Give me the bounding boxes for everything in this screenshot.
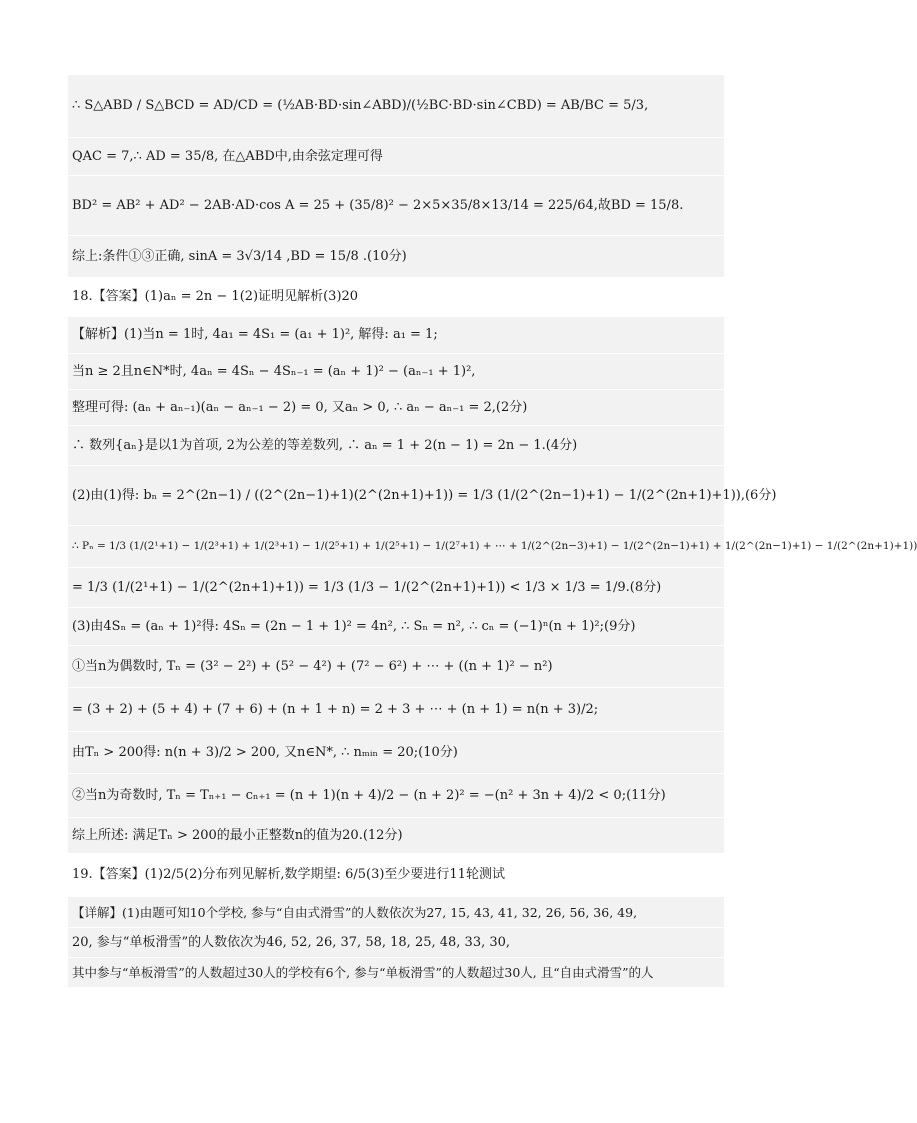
- analysis-block-18: [68, 317, 917, 853]
- line-text: 综上:条件①③正确, sinA = 3√3/14 ,BD = 15/8 .(10分): [72, 248, 407, 264]
- line-text: = (3 + 2) + (5 + 4) + (7 + 6) + (n + 1 + n) = 2 + 3 + ⋯ + (n + 1) = n(n + 3)/2;: [72, 701, 599, 717]
- text-line: [68, 957, 724, 987]
- line-text: ①当n为偶数时, Tₙ = (3² − 2²) + (5² − 4²) + (7² − 6²) + ⋯ + ((n + 1)² − n²): [72, 658, 553, 674]
- line-text: BD² = AB² + AD² − 2AB·AD·cos A = 25 + (35/8)² − 2×5×35/8×13/14 = 225/64,故BD = 15/8.: [72, 197, 684, 213]
- answer-heading-19: [68, 853, 724, 897]
- line-text: 19.【答案】(1)2/5(2)分布列见解析,数学期望: 6/5(3)至少要进行11轮测试: [72, 867, 505, 883]
- detail-block-19: [68, 897, 724, 987]
- text-line: [68, 525, 917, 567]
- line-text: ②当n为奇数时, Tₙ = Tₙ₊₁ − cₙ₊₁ = (n + 1)(n + 4)/2 − (n + 2)² = −(n² + 3n + 4)/2 < 0;(11分): [72, 787, 666, 803]
- text-line: [68, 897, 724, 927]
- line-text: 其中参与“单板滑雪”的人数超过30人的学校有6个, 参与“单板滑雪”的人数超过30人, 且“自由式滑雪”的人: [72, 965, 654, 980]
- document-page: [68, 75, 917, 987]
- text-line: [68, 317, 724, 353]
- text-line: [68, 175, 724, 235]
- line-text: 【解析】(1)当n = 1时, 4a₁ = 4S₁ = (a₁ + 1)², 解得: a₁ = 1;: [72, 327, 438, 343]
- text-line: [68, 773, 724, 817]
- text-line: [68, 353, 724, 389]
- line-text: 20, 参与“单板滑雪”的人数依次为46, 52, 26, 37, 58, 18, 25, 48, 33, 30,: [72, 934, 511, 950]
- text-line: [68, 607, 724, 645]
- text-line: [68, 389, 724, 425]
- line-text: 由Tₙ > 200得: n(n + 3)/2 > 200, 又n∈N*, ∴ nₘᵢₙ = 20;(10分): [72, 744, 458, 760]
- line-text: 当n ≥ 2且n∈N*时, 4aₙ = 4Sₙ − 4Sₙ₋₁ = (aₙ + 1)² − (aₙ₋₁ + 1)²,: [72, 363, 476, 379]
- answer-block-17-end: [68, 75, 724, 277]
- line-text: ∴ Pₙ = 1/3 (1/(2¹+1) − 1/(2³+1) + 1/(2³+1) − 1/(2⁵+1) + 1/(2⁵+1) − 1/(2⁷+1) + ⋯ + 1/(2^(2n−3)+1) − 1/(2^(2n−1)+1) + 1/(2^(2n−1)+1) − 1/(2^(2n+1)+1)): [72, 540, 917, 553]
- text-line: [68, 425, 724, 465]
- text-line: [68, 235, 724, 277]
- text-line: [68, 567, 724, 607]
- line-text: 整理可得: (aₙ + aₙ₋₁)(aₙ − aₙ₋₁ − 2) = 0, 又aₙ > 0, ∴ aₙ − aₙ₋₁ = 2,(2分): [72, 399, 528, 415]
- text-line: [68, 687, 724, 731]
- line-text: ∴ 数列{aₙ}是以1为首项, 2为公差的等差数列, ∴ aₙ = 1 + 2(n − 1) = 2n − 1.(4分): [72, 437, 578, 453]
- line-text: 综上所述: 满足Tₙ > 200的最小正整数n的值为20.(12分): [72, 827, 403, 843]
- text-line: [68, 645, 724, 687]
- line-text: QAC = 7,∴ AD = 35/8, 在△ABD中,由余弦定理可得: [72, 148, 383, 164]
- line-text: (3)由4Sₙ = (aₙ + 1)²得: 4Sₙ = (2n − 1 + 1)² = 4n², ∴ Sₙ = n², ∴ cₙ = (−1)ⁿ(n + 1)²;(9分): [72, 618, 636, 634]
- text-line: [68, 817, 724, 853]
- text-line: [68, 731, 724, 773]
- line-text: = 1/3 (1/(2¹+1) − 1/(2^(2n+1)+1)) = 1/3 (1/3 − 1/(2^(2n+1)+1)) < 1/3 × 1/3 = 1/9.(8分): [72, 579, 662, 595]
- answer-heading-18: [68, 277, 724, 317]
- text-line: [68, 927, 724, 957]
- text-line: [68, 137, 724, 175]
- text-line: [68, 465, 777, 525]
- line-text: (2)由(1)得: bₙ = 2^(2n−1) / ((2^(2n−1)+1)(2^(2n+1)+1)) = 1/3 (1/(2^(2n−1)+1) − 1/(2^(2n+1)+1)),(6分): [72, 487, 777, 503]
- text-line: [68, 75, 724, 137]
- line-text: ∴ S△ABD / S△BCD = AD/CD = (½AB·BD·sin∠ABD)/(½BC·BD·sin∠CBD) = AB/BC = 5/3,: [72, 98, 649, 114]
- line-text: 【详解】(1)由题可知10个学校, 参与“自由式滑雪”的人数依次为27, 15, 43, 41, 32, 26, 56, 36, 49,: [72, 904, 638, 920]
- line-text: 18.【答案】(1)aₙ = 2n − 1(2)证明见解析(3)20: [72, 289, 359, 305]
